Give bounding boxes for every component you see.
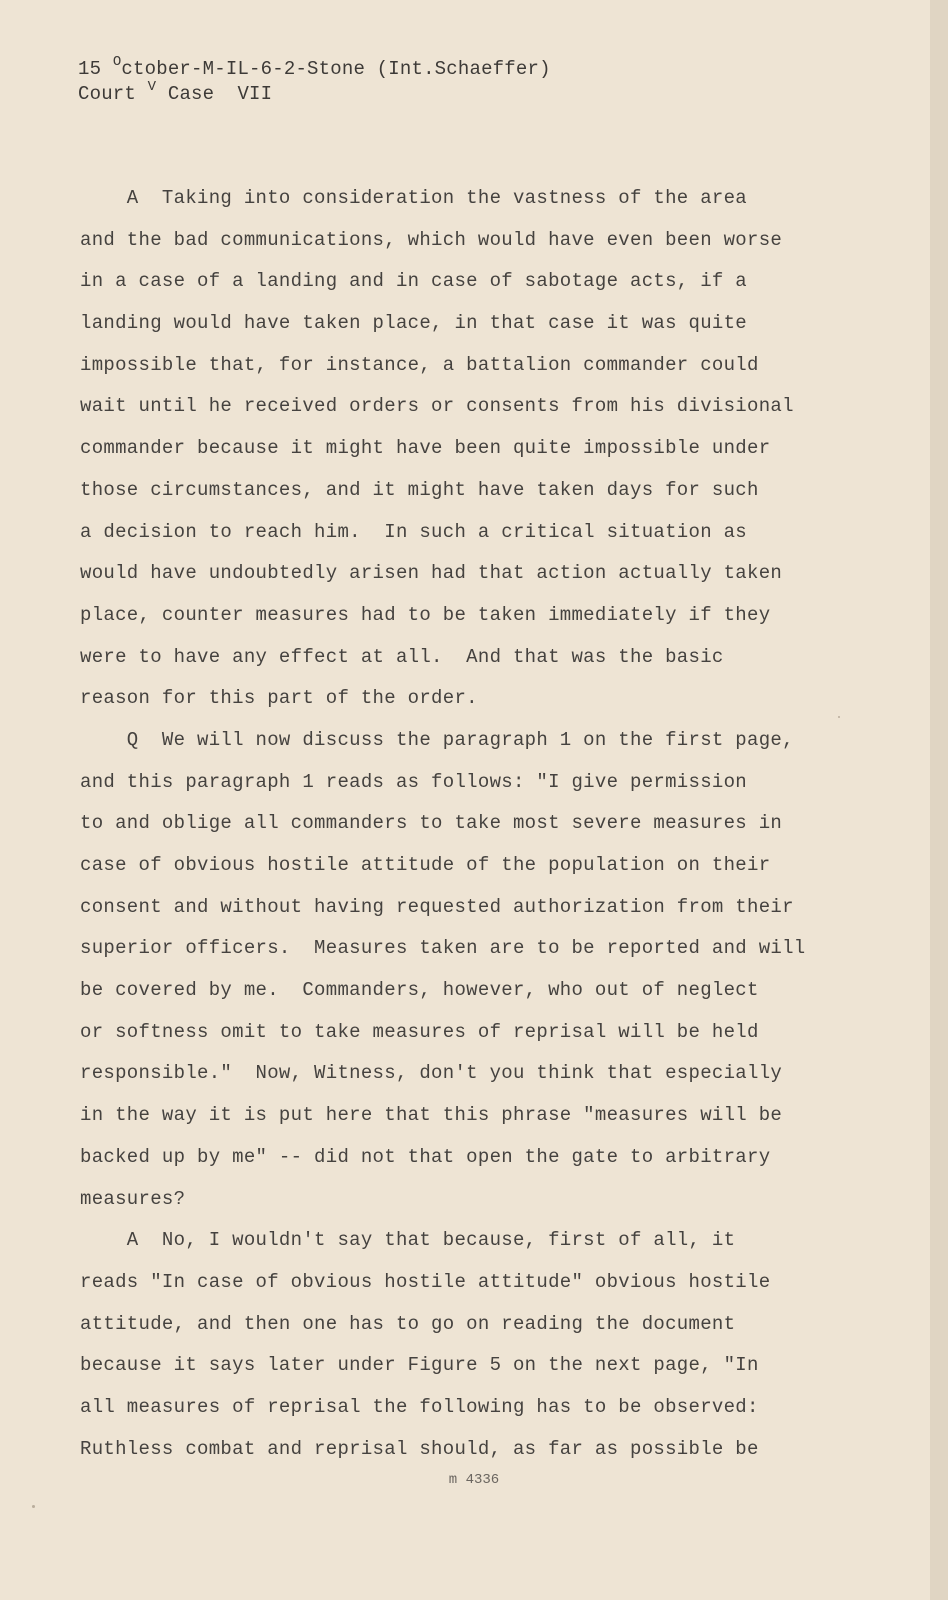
text-line: would have undoubtedly arisen had that action actually taken	[80, 562, 783, 585]
text-line: were to have any effect at all. And that was the basic	[80, 645, 724, 668]
text-line: A No, I wouldn't say that because, first of all, it	[80, 1229, 736, 1252]
text-line: those circumstances, and it might have taken days for such	[80, 478, 759, 501]
text-line: wait until he received orders or consents from his divisional	[80, 395, 794, 418]
header-day: 15	[78, 58, 113, 80]
header-line-2	[78, 79, 551, 108]
header-court-number: V	[147, 79, 157, 95]
text-line: or softness omit to take measures of reprisal will be held	[80, 1020, 759, 1043]
text-line: Ruthless combat and reprisal should, as far as possible be	[80, 1437, 759, 1460]
text-line: be covered by me. Commanders, however, who out of neglect	[80, 979, 759, 1002]
text-line: and this paragraph 1 reads as follows: "I give permission	[80, 770, 748, 793]
text-line: reads "In case of obvious hostile attitude" obvious hostile	[80, 1270, 771, 1293]
text-line: A Taking into consideration the vastness of the area	[80, 187, 748, 209]
text-line: consent and without having requested authorization from their	[80, 895, 794, 918]
text-line: superior officers. Measures taken are to be reported and will	[80, 937, 806, 960]
page-edge	[930, 0, 948, 1600]
header-court: Court	[78, 83, 148, 105]
header-superscript-o: O	[112, 54, 122, 70]
paper-speck	[32, 1505, 35, 1508]
text-line: reason for this part of the order.	[80, 687, 478, 710]
text-line: measures?	[80, 1187, 186, 1210]
text-line: and the bad communications, which would have even been worse	[80, 228, 783, 251]
text-line: case of obvious hostile attitude of the population on their	[80, 854, 771, 876]
text-line: attitude, and then one has to go on reading the document	[80, 1312, 736, 1335]
header-reference: ctober-M-IL-6-2-Stone (Int.Schaeffer)	[121, 58, 551, 80]
document-header	[78, 54, 551, 108]
transcript-body	[80, 178, 855, 1470]
text-line: because it says later under Figure 5 on the next page, "In	[80, 1354, 759, 1377]
page-number: m 4336	[448, 1472, 500, 1488]
text-line: backed up by me" -- did not that open the gate to arbitrary	[80, 1145, 771, 1168]
text-line: Q We will now discuss the paragraph 1 on the first page,	[80, 728, 794, 751]
paper-speck	[838, 716, 840, 718]
text-line: commander because it might have been quite impossible under	[80, 437, 771, 460]
text-line: to and oblige all commanders to take most severe measures in	[80, 812, 783, 835]
text-line: in a case of a landing and in case of sabotage acts, if a	[80, 270, 748, 293]
text-line: in the way it is put here that this phrase "measures will be	[80, 1104, 783, 1127]
text-line: all measures of reprisal the following has to be observed:	[80, 1395, 759, 1418]
header-case: Case VII	[156, 83, 273, 105]
text-line: place, counter measures had to be taken immediately if they	[80, 603, 771, 626]
text-line: landing would have taken place, in that case it was quite	[80, 312, 748, 335]
text-line: responsible." Now, Witness, don't you think that especially	[80, 1062, 783, 1085]
text-line: a decision to reach him. In such a critical situation as	[80, 520, 748, 543]
text-line: impossible that, for instance, a battalion commander could	[80, 353, 759, 376]
